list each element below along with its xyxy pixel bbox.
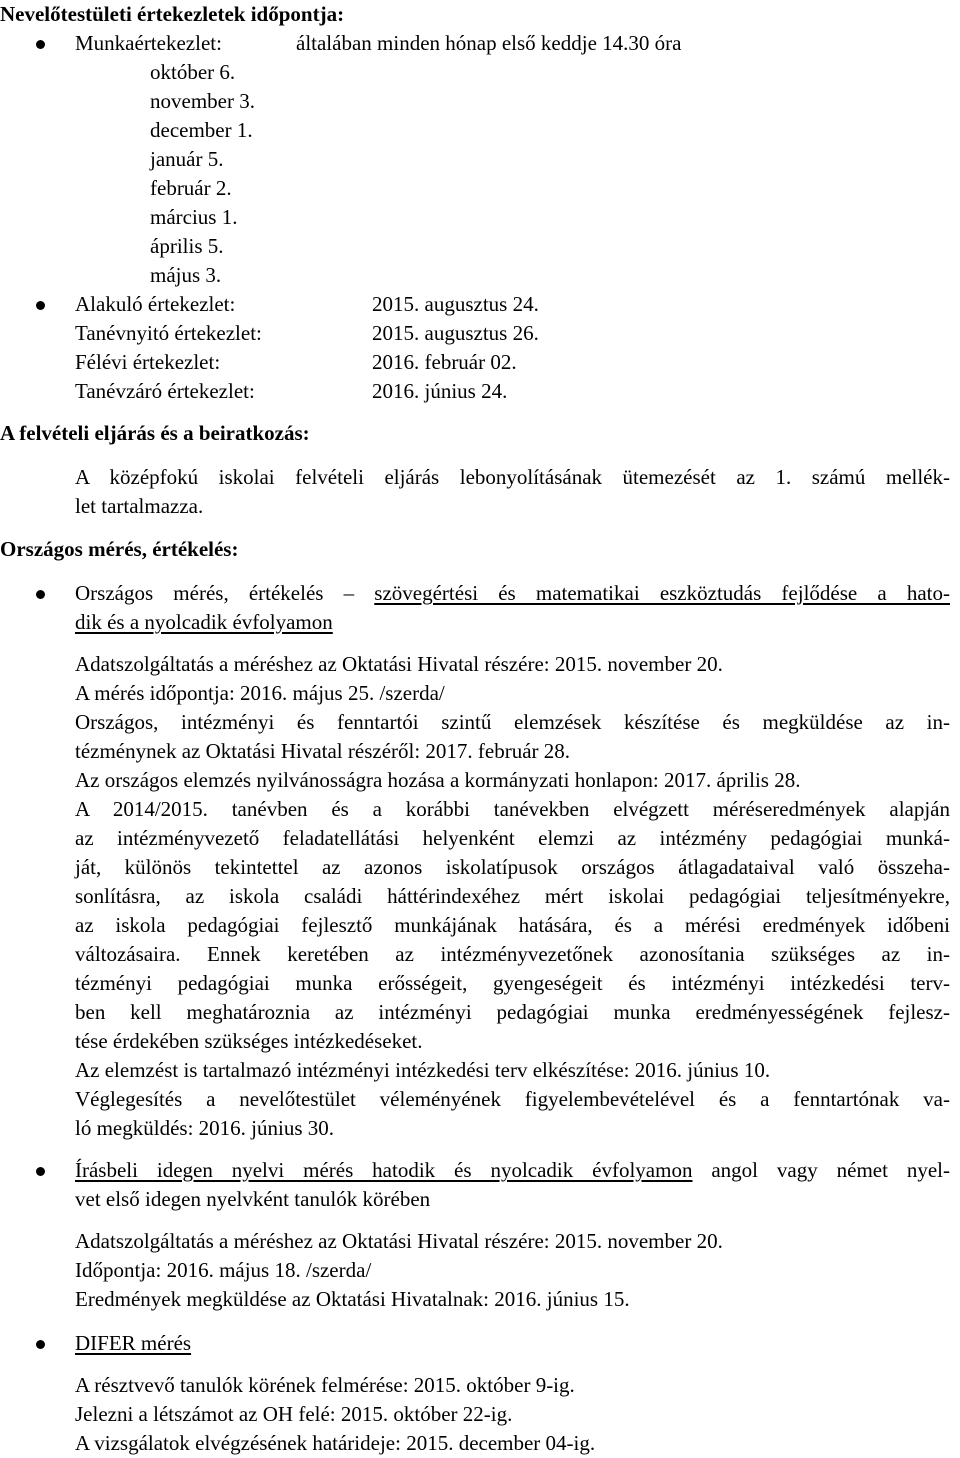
- title-rest: angol vagy német nyel-: [692, 1158, 950, 1182]
- admission-heading: A felvételi eljárás és a beiratkozás:: [0, 421, 310, 445]
- work-date: április 5.: [150, 234, 224, 258]
- title-link[interactable]: dik és a nyolcadik évfolyamon: [75, 610, 333, 634]
- item1-line: változásaira. Ennek keretében az intézményvezetőnek azonosítania szükséges az in-: [75, 942, 950, 966]
- item1-line: ló megküldés: 2016. június 30.: [75, 1116, 334, 1140]
- meeting-date: 2015. augusztus 26.: [372, 321, 539, 345]
- item2-title-line2: vet első idegen nyelvként tanulók körében: [75, 1187, 431, 1211]
- bullet-icon: [36, 590, 45, 599]
- title-link[interactable]: DIFER mérés: [75, 1331, 192, 1355]
- item1-line: ját, különös tekintettel az azonos iskolatípusok országos átlagadataival való összeha-: [75, 855, 950, 879]
- item3-line: Jelezni a létszámot az OH felé: 2015. október 22-ig.: [75, 1402, 513, 1426]
- item2-line: Időpontja: 2016. május 18. /szerda/: [75, 1258, 372, 1282]
- item1-line: tézménynek az Oktatási Hivatal részéről: 2017. február 28.: [75, 739, 571, 763]
- item1-line: az iskola pedagógiai fejlesztő munkájának hatására, és a mérési eredmények időbeni: [75, 913, 950, 937]
- item3-line: A résztvevő tanulók körének felmérése: 2015. október 9-ig.: [75, 1373, 575, 1397]
- bullet-icon: [36, 1340, 45, 1349]
- item2-line: Adatszolgáltatás a méréshez az Oktatási Hivatal részére: 2015. november 20.: [75, 1229, 723, 1253]
- item1-line: tése érdekében szükséges intézkedéseket.: [75, 1029, 423, 1053]
- item1-line: Országos, intézményi és fenntartói szintű elemzések készítése és megküldése az in-: [75, 710, 950, 734]
- meeting-label: Félévi értekezlet:: [75, 350, 221, 374]
- meeting-label: Tanévzáró értekezlet:: [75, 379, 255, 403]
- admission-line: let tartalmazza.: [75, 494, 204, 518]
- meeting-date: 2015. augusztus 24.: [372, 292, 539, 316]
- item1-line: sonlításra, az iskola családi háttérindexéhez mért iskolai pedagógiai teljesítményekre,: [75, 884, 950, 908]
- item1-line: A 2014/2015. tanévben és a korábbi tanévekben elvégzett méréseredmények alapján: [75, 797, 950, 821]
- work-date: március 1.: [150, 205, 238, 229]
- meeting-date: 2016. június 24.: [372, 379, 508, 403]
- item1-line: A mérés időpontja: 2016. május 25. /szerda/: [75, 681, 445, 705]
- work-date: január 5.: [150, 147, 224, 171]
- meeting-label: Tanévnyitó értekezlet:: [75, 321, 262, 345]
- work-date: október 6.: [150, 60, 236, 84]
- item1-line: Adatszolgáltatás a méréshez az Oktatási Hivatal részére: 2015. november 20.: [75, 652, 723, 676]
- item1-line: Véglegesítés a nevelőtestület véleményének figyelembevételével és a fenntartónak va-: [75, 1087, 950, 1111]
- title-link[interactable]: Írásbeli idegen nyelvi mérés hatodik és nyolcadik évfolyamon: [75, 1158, 693, 1182]
- item1-line: tézményi pedagógiai munka erősségeit, gyengeségeit és intézményi intézkedési terv-: [75, 971, 950, 995]
- meeting-label: Alakuló értekezlet:: [75, 292, 236, 316]
- work-meeting-label: Munkaértekezlet:: [75, 31, 222, 55]
- work-meeting-value: általában minden hónap első keddje 14.30 óra: [296, 31, 682, 55]
- item2-line: Eredmények megküldése az Oktatási Hivatalnak: 2016. június 15.: [75, 1287, 630, 1311]
- bullet-icon: [36, 40, 45, 49]
- item1-line: Az országos elemzés nyilvánosságra hozása a kormányzati honlapon: 2017. április 28.: [75, 768, 801, 792]
- national-item1-title: Országos mérés, értékelés – szövegértési és matematikai eszköztudás fejlődése a hato-: [75, 581, 951, 605]
- title-link[interactable]: szövegértési és matematikai eszköztudás fejlődése a hato-: [374, 581, 951, 605]
- bullet-icon: [36, 1167, 45, 1176]
- item1-line: Az elemzést is tartalmazó intézményi intézkedési terv elkészítése: 2016. június 10.: [75, 1058, 771, 1082]
- national-item2-title: [75, 1156, 950, 1185]
- meetings-heading: Nevelőtestületi értekezletek időpontja:: [0, 2, 345, 26]
- national-heading: Országos mérés, értékelés:: [0, 537, 239, 561]
- item1-line: az intézményvezető feladatellátási helyenként elemzi az intézmény pedagógiai munká-: [75, 826, 950, 850]
- work-date: február 2.: [150, 176, 232, 200]
- work-date: december 1.: [150, 118, 253, 142]
- admission-line: A középfokú iskolai felvételi eljárás lebonyolításának ütemezését az 1. számú mellék-: [75, 465, 950, 489]
- bullet-icon: [36, 301, 45, 310]
- item1-line: ben kell meghatároznia az intézményi pedagógiai munka eredményességének fejlesz-: [75, 1000, 950, 1024]
- meeting-date: 2016. február 02.: [372, 350, 517, 374]
- work-date: május 3.: [150, 263, 222, 287]
- item3-line: A vizsgálatok elvégzésének határideje: 2015. december 04-ig.: [75, 1431, 596, 1455]
- work-date: november 3.: [150, 89, 255, 113]
- title-prefix: Országos mérés, értékelés: [75, 581, 324, 605]
